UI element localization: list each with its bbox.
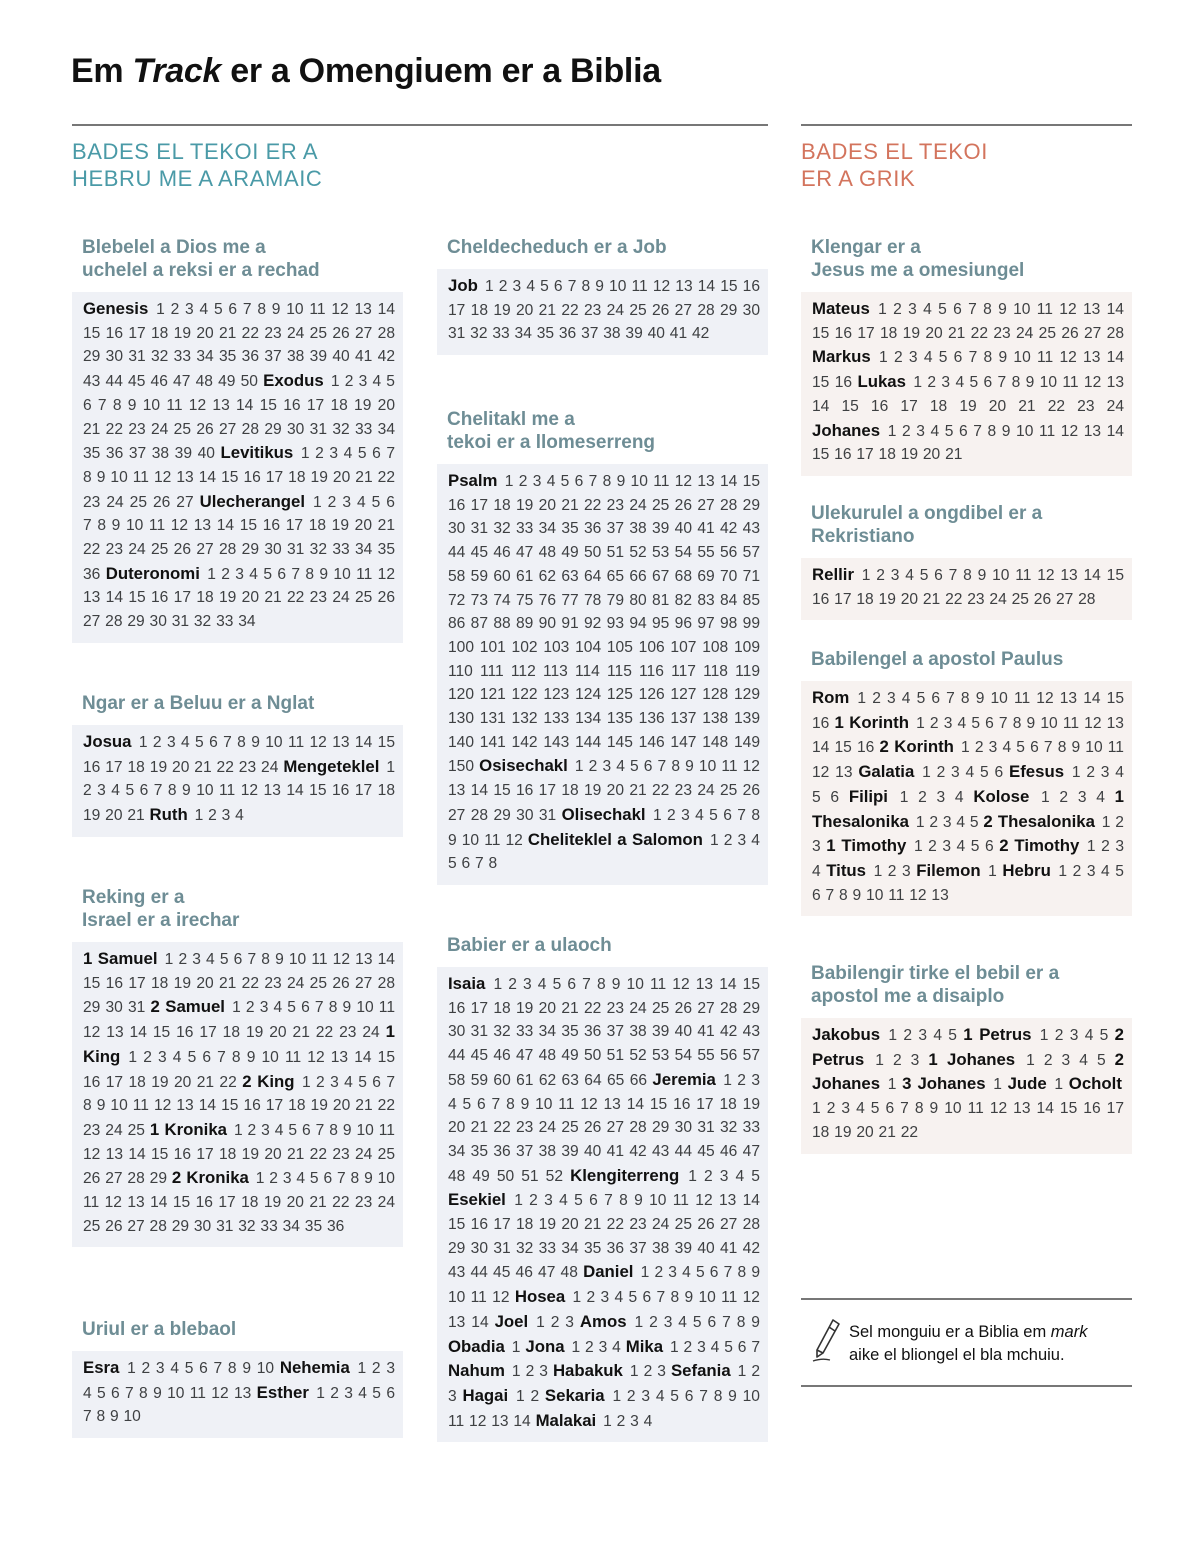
chapter-numbers: 1 2 3 4 5 6 7 8 9 bbox=[634, 1313, 760, 1331]
chapter-numbers: 1 bbox=[887, 1076, 897, 1094]
book-name: Olisechakl bbox=[561, 804, 646, 824]
book-name: Cheliteklel a Salomon bbox=[527, 829, 703, 849]
chapter-numbers: 1 2 3 4 5 6 7 8 9 10 11 12 13 14 15 16 bbox=[812, 690, 1124, 732]
chapter-numbers: 1 2 3 4 bbox=[194, 807, 244, 825]
book-entry bbox=[448, 278, 760, 342]
section-other-letters bbox=[801, 962, 1132, 1154]
book-name: Nehemia bbox=[279, 1358, 350, 1377]
book-name: Galatia bbox=[858, 762, 915, 782]
book-name: 1 King bbox=[83, 1022, 395, 1066]
divider-note-bottom bbox=[801, 1385, 1132, 1387]
section-promised-land bbox=[72, 692, 403, 837]
chapter-numbers: 1 2 3 4 5 bbox=[1026, 1051, 1106, 1069]
chapter-numbers: 1 2 3 4 5 6 7 8 9 10 11 12 13 14 15 16 17 18 19 20 21 22 23 24 25 26 27 28 29 30 31 32 33 34 35 36 bbox=[83, 493, 395, 583]
book-name: Osisechakl bbox=[479, 756, 568, 776]
divider-greek bbox=[801, 124, 1132, 126]
book-entry bbox=[826, 860, 911, 880]
book-name: 2 Johanes bbox=[812, 1049, 1124, 1094]
book-name: Rellir bbox=[812, 565, 854, 584]
chapter-numbers: 1 2 3 4 5 6 7 8 9 10 11 12 13 14 15 16 17 18 19 20 21 22 23 24 25 26 27 28 29 30 31 32 33 34 35 36 37 38 39 40 bbox=[83, 373, 395, 463]
book-name: Efesus bbox=[1009, 762, 1065, 782]
section-poetry bbox=[437, 408, 768, 885]
section-title: Babilengir tirke el bebil er a apostol me a disaiplo bbox=[811, 963, 1060, 1007]
book-entry bbox=[448, 1363, 548, 1380]
chapter-numbers: 1 2 3 4 5 6 7 8 9 10 11 12 13 14 15 16 17 18 19 20 21 bbox=[83, 758, 395, 825]
book-entry bbox=[812, 1027, 957, 1044]
chapter-numbers: 1 2 3 4 5 6 7 8 9 10 11 12 13 bbox=[83, 1360, 395, 1402]
chapter-numbers: 1 2 3 bbox=[629, 1363, 666, 1381]
book-name: Ocholt bbox=[1068, 1074, 1122, 1094]
chapter-numbers: 1 2 3 4 5 6 7 8 9 10 11 12 13 14 15 16 17 18 19 20 21 22 23 24 bbox=[812, 374, 1124, 415]
chapter-numbers: 1 2 3 4 5 6 7 8 9 10 11 12 13 bbox=[812, 739, 1124, 782]
book-name: Filipi bbox=[848, 786, 888, 806]
chapter-numbers: 1 2 3 4 5 6 bbox=[922, 764, 1004, 782]
book-name: Job bbox=[448, 276, 478, 295]
book-list bbox=[72, 1351, 403, 1438]
book-name: Josua bbox=[83, 732, 132, 751]
book-name: Jeremia bbox=[652, 1069, 716, 1089]
chapter-numbers: 1 2 3 4 5 6 7 8 9 10 11 12 13 14 15 16 17 18 19 20 21 22 bbox=[83, 1048, 395, 1091]
book-name: Sefania bbox=[670, 1361, 731, 1381]
chapter-numbers: 1 2 bbox=[515, 1387, 540, 1405]
book-list bbox=[72, 725, 403, 837]
book-name: Sekaria bbox=[544, 1385, 605, 1405]
book-name: Esra bbox=[83, 1358, 120, 1377]
chapter-numbers: 1 2 3 4 5 6 bbox=[812, 764, 1124, 806]
chapter-numbers: 1 2 3 4 5 6 bbox=[913, 838, 994, 856]
chapter-numbers: 1 2 3 4 5 6 7 8 9 10 bbox=[127, 1360, 275, 1377]
section-title: Babier er a ulaoch bbox=[447, 935, 612, 956]
chapter-numbers: 1 2 3 4 5 6 7 8 9 10 11 12 13 14 15 16 17 18 19 20 21 22 bbox=[812, 1100, 1124, 1141]
chapter-numbers: 1 2 3 4 5 6 7 8 9 10 11 12 bbox=[448, 806, 760, 849]
chapter-numbers: 1 2 3 4 5 6 7 bbox=[669, 1338, 761, 1356]
section-title: Cheldecheduch er a Job bbox=[447, 237, 667, 258]
chapter-numbers: 1 2 3 4 5 6 7 8 9 10 11 12 13 14 15 16 17 18 19 20 21 22 23 24 25 26 27 28 29 bbox=[83, 1121, 395, 1188]
book-name: 1 Kronika bbox=[149, 1119, 227, 1139]
chapter-numbers: 1 2 3 4 5 bbox=[915, 813, 979, 831]
section-acts bbox=[801, 502, 1132, 620]
book-entry bbox=[1008, 1076, 1064, 1093]
book-list bbox=[801, 558, 1132, 620]
page-title: Em Track er a Omengiuem er a Biblia bbox=[71, 52, 661, 90]
book-name: Kolose bbox=[973, 786, 1030, 806]
section-kings bbox=[72, 886, 403, 1247]
divider-hebrew bbox=[72, 124, 768, 126]
chapter-numbers: 1 2 3 4 5 6 7 8 9 10 11 12 13 14 15 16 17 18 19 20 21 22 23 24 25 26 27 28 29 30 31 32 33 34 35 36 37 38 39 40 41 42 43 44 45 46 47 48 49 50 51 52 53 54 55 56 57 58 59 60 61 62 63 64 65 66 67 68 69 70 71 72 73 74 75 76 77 78 79 80 81 82 83 84 85 86 87 88 89 90 91 92 93 94 95 96 97 98 99 100 101 102 103 104 105 106 107 108 109 110 111 112 113 114 115 116 117 118 119 120 121 122 123 124 125 126 127 128 129 130 131 132 133 134 135 136 137 138 139 140 141 142 143 144 145 146 147 148 149 150 bbox=[448, 473, 760, 776]
book-entry bbox=[494, 1311, 574, 1331]
chapter-numbers: 1 2 3 4 5 6 7 8 9 10 11 12 13 14 15 16 17 18 19 20 21 22 23 24 25 bbox=[83, 1073, 396, 1139]
book-entry bbox=[570, 1165, 760, 1185]
book-name: 2 Timothy bbox=[999, 836, 1080, 856]
book-name: 2 Thesalonika bbox=[983, 811, 1095, 831]
chapter-numbers: 1 2 3 4 5 6 7 8 9 10 11 12 13 14 15 16 17 18 19 20 21 22 23 24 25 26 27 28 29 30 31 32 33 34 35 36 37 38 39 40 41 42 43 44 45 46 47 48 bbox=[448, 1192, 760, 1282]
book-entry bbox=[579, 1311, 760, 1331]
book-entry bbox=[916, 860, 997, 880]
book-name: 1 Thesalonika bbox=[812, 786, 1124, 831]
section-title: Blebelel a Dios me a uchelel a reksi er a rechad bbox=[82, 237, 320, 281]
book-entry bbox=[150, 807, 244, 824]
book-name: Amos bbox=[579, 1311, 627, 1331]
chapter-numbers: 1 bbox=[988, 862, 997, 880]
chapter-numbers: 1 2 3 4 bbox=[812, 838, 1124, 880]
section-title: Babilengel a apostol Paulus bbox=[811, 649, 1064, 670]
book-name: Esther bbox=[256, 1382, 309, 1402]
chapter-numbers: 1 2 3 4 5 6 7 8 9 10 11 12 13 14 15 16 17 18 19 20 21 22 23 24 25 26 27 28 29 30 31 bbox=[448, 758, 760, 824]
chapter-numbers: 1 2 3 4 5 6 7 8 9 10 11 12 13 14 15 16 17 18 19 20 21 22 23 24 25 26 27 28 29 30 31 32 33 34 35 36 bbox=[83, 1170, 395, 1235]
book-name: Isaia bbox=[448, 974, 486, 993]
book-name: 2 Samuel bbox=[150, 997, 225, 1017]
chapter-numbers: 1 2 3 4 5 bbox=[688, 1167, 760, 1185]
book-list bbox=[72, 942, 403, 1247]
chapter-numbers: 1 2 3 4 5 6 7 8 9 10 11 12 13 14 15 16 17 18 19 20 21 22 23 24 25 26 27 28 29 30 31 32 33 34 35 36 37 38 39 40 41 42 43 44 45 46 47 48 49 50 51 52 bbox=[448, 1071, 761, 1185]
book-entry bbox=[963, 1027, 1108, 1044]
chapter-numbers: 1 bbox=[1054, 1076, 1064, 1094]
chapter-numbers: 1 2 3 4 5 6 7 8 9 10 11 12 13 14 15 16 17 18 19 20 21 22 23 24 25 26 27 28 29 30 31 32 33 34 35 36 37 38 39 40 41 42 bbox=[448, 278, 760, 343]
book-entry bbox=[973, 786, 1105, 806]
chapter-numbers: 1 2 3 4 5 bbox=[888, 1027, 957, 1044]
pencil-icon bbox=[812, 1317, 842, 1363]
chapter-numbers: 1 2 3 4 5 6 7 8 bbox=[448, 831, 760, 873]
chapter-numbers: 1 2 3 4 5 6 7 8 9 10 11 12 13 14 15 16 17 18 19 20 21 bbox=[812, 422, 1124, 464]
book-name: Mateus bbox=[812, 299, 870, 318]
chapter-numbers: 1 2 3 4 5 6 7 8 9 10 11 12 13 bbox=[812, 862, 1124, 904]
book-name: 1 Korinth bbox=[834, 712, 909, 732]
book-name: Habakuk bbox=[552, 1361, 623, 1381]
book-entry bbox=[848, 786, 964, 806]
book-name: Ulecherangel bbox=[199, 491, 306, 511]
book-name: Psalm bbox=[448, 471, 498, 490]
book-name: Jona bbox=[525, 1336, 565, 1356]
chapter-numbers: 1 2 3 bbox=[511, 1363, 548, 1381]
chapter-numbers: 1 2 3 4 bbox=[1041, 788, 1105, 806]
book-name: Exodus bbox=[263, 371, 324, 391]
book-name: Obadia bbox=[448, 1336, 505, 1356]
book-entry bbox=[462, 1385, 540, 1405]
book-name: 2 Korinth bbox=[879, 737, 954, 757]
chapter-numbers: 1 2 3 4 5 6 7 8 9 10 11 12 13 14 15 16 17 18 19 20 21 22 23 24 25 26 27 28 29 30 31 32 33 34 35 36 37 38 39 40 41 42 43 44 45 46 47 48 49 50 bbox=[83, 301, 395, 391]
book-name: Duteronomi bbox=[105, 563, 200, 583]
chapter-numbers: 1 2 3 4 5 6 7 8 9 10 11 12 13 14 15 16 17 18 19 20 21 22 23 24 25 26 27 28 bbox=[812, 301, 1124, 342]
book-name: Joel bbox=[494, 1311, 529, 1331]
section-paul-letters bbox=[801, 648, 1132, 916]
book-name: Mengeteklel bbox=[283, 756, 380, 776]
chapter-numbers: 1 2 3 bbox=[875, 1051, 920, 1069]
chapter-numbers: 1 2 3 bbox=[536, 1313, 574, 1331]
book-entry bbox=[535, 1410, 653, 1430]
chapter-numbers: 1 bbox=[511, 1338, 521, 1356]
book-entry bbox=[625, 1336, 761, 1356]
book-list bbox=[437, 269, 768, 355]
book-entry bbox=[812, 374, 1124, 415]
book-name: 3 Johanes bbox=[902, 1074, 986, 1094]
book-name: Klengiterreng bbox=[570, 1165, 680, 1185]
book-entry bbox=[928, 1049, 1106, 1069]
book-name: 1 Samuel bbox=[83, 949, 158, 968]
book-entry bbox=[83, 1360, 274, 1377]
section-gospels bbox=[801, 236, 1132, 476]
book-name: Genesis bbox=[83, 299, 149, 318]
book-list bbox=[72, 292, 403, 643]
book-entry bbox=[448, 1336, 521, 1356]
book-name: Markus bbox=[812, 347, 871, 367]
book-name: Levitikus bbox=[220, 443, 294, 463]
book-name: Malakai bbox=[535, 1410, 597, 1430]
chapter-numbers: 1 2 3 bbox=[448, 1363, 761, 1405]
chapter-numbers: 1 2 3 4 5 bbox=[1039, 1027, 1109, 1044]
chapter-numbers: 1 2 3 4 5 6 7 8 9 10 11 12 13 14 bbox=[448, 1387, 760, 1430]
book-name: Jude bbox=[1007, 1074, 1047, 1094]
book-name: Nahum bbox=[448, 1361, 505, 1381]
chapter-numbers: 1 2 3 4 bbox=[899, 788, 964, 806]
book-name: Filemon bbox=[916, 860, 981, 880]
book-entry bbox=[902, 1076, 1002, 1093]
book-name: Lukas bbox=[857, 372, 906, 392]
book-entry bbox=[83, 563, 395, 631]
book-entry bbox=[553, 1363, 666, 1380]
chapter-numbers: 1 2 3 4 5 6 7 8 9 10 11 12 13 14 bbox=[448, 1289, 760, 1331]
chapter-numbers: 1 2 3 4 5 6 7 8 9 10 11 12 13 14 15 16 17 18 19 20 21 22 23 24 25 26 27 28 29 30 31 32 33 34 35 36 37 38 39 40 41 42 43 44 45 46 47 48 49 50 51 52 53 54 55 56 57 58 59 60 61 62 63 64 65 66 bbox=[448, 976, 760, 1089]
book-entry bbox=[858, 764, 1003, 781]
divider-note-top bbox=[801, 1298, 1132, 1300]
section-job bbox=[437, 236, 768, 355]
chapter-numbers: 1 2 3 4 5 6 7 8 9 10 11 12 13 14 15 16 17 18 19 20 21 22 23 24 25 26 27 28 29 30 31 32 33 34 bbox=[83, 565, 395, 631]
chapter-numbers: 1 2 3 bbox=[873, 862, 911, 880]
book-name: 2 Kronika bbox=[171, 1168, 249, 1188]
book-name: Hagai bbox=[462, 1385, 509, 1405]
book-name: 2 Petrus bbox=[812, 1025, 1125, 1069]
book-name: 1 Petrus bbox=[963, 1025, 1032, 1044]
section-title: Ngar er a Beluu er a Nglat bbox=[82, 693, 315, 714]
book-name: Jakobus bbox=[812, 1025, 881, 1044]
section-title: Ulekurulel a ongdibel er a Rekristiano bbox=[811, 503, 1043, 547]
book-list bbox=[437, 464, 768, 885]
book-entry bbox=[812, 301, 1124, 342]
book-name: Esekiel bbox=[448, 1190, 506, 1210]
book-name: Hosea bbox=[514, 1287, 566, 1307]
book-list bbox=[437, 967, 768, 1442]
section-title: Klengar er a Jesus me a omesiungel bbox=[811, 237, 1025, 281]
book-entry bbox=[812, 420, 1124, 464]
book-name: Titus bbox=[826, 860, 867, 880]
chapter-numbers: 1 2 3 bbox=[812, 813, 1124, 856]
section-title: Reking er a Israel er a irechar bbox=[82, 887, 240, 931]
book-entry bbox=[448, 473, 760, 775]
greek-scriptures-heading: BADES EL TEKOI ER A GRIK bbox=[801, 139, 988, 191]
book-name: Rom bbox=[812, 688, 850, 707]
mark-reading-note: Sel monguiu er a Biblia em mark aike el bliongel el bla mchuiu. bbox=[849, 1323, 1088, 1364]
book-name: Mika bbox=[625, 1336, 664, 1356]
book-name: 2 King bbox=[242, 1071, 295, 1091]
chapter-numbers: 1 2 3 4 5 6 7 8 9 10 11 12 13 14 15 16 17 18 19 20 21 22 23 24 bbox=[83, 999, 395, 1042]
chapter-numbers: 1 2 3 4 5 6 7 8 9 10 11 12 13 14 15 16 bbox=[812, 714, 1124, 757]
chapter-numbers: 1 2 3 4 5 6 7 8 9 10 11 12 13 14 15 16 17 18 19 20 21 22 23 24 25 26 27 bbox=[83, 445, 395, 511]
chapter-numbers: 1 2 3 4 bbox=[603, 1412, 653, 1430]
section-law bbox=[72, 236, 403, 643]
chapter-numbers: 1 2 3 4 5 6 7 8 9 10 11 12 bbox=[448, 1264, 760, 1307]
section-title: Uriul er a blebaol bbox=[82, 1319, 237, 1340]
book-name: 1 Timothy bbox=[826, 836, 907, 856]
book-list bbox=[801, 1018, 1132, 1154]
chapter-numbers: 1 2 3 4 5 6 7 8 9 10 bbox=[83, 1384, 395, 1426]
book-entry bbox=[826, 838, 993, 855]
book-name: Johanes bbox=[812, 420, 881, 440]
chapter-numbers: 1 bbox=[993, 1076, 1002, 1094]
chapter-numbers: 1 2 3 4 5 6 7 8 9 10 11 12 13 14 15 16 17 18 19 20 21 22 23 24 25 26 27 28 29 30 31 bbox=[83, 951, 395, 1017]
chapter-numbers: 1 2 3 4 5 6 7 8 9 10 11 12 13 14 15 16 17 18 19 20 21 22 23 24 25 26 27 28 bbox=[812, 567, 1124, 608]
hebrew-scriptures-heading: BADES EL TEKOI ER A HEBRU ME A ARAMAIC bbox=[72, 139, 323, 191]
section-return-exile bbox=[72, 1318, 403, 1438]
chapter-numbers: 1 2 3 4 5 6 7 8 9 10 11 12 13 14 15 16 17 18 19 20 21 22 23 24 bbox=[83, 734, 395, 776]
book-name: Hebru bbox=[1002, 860, 1051, 880]
book-name: Ruth bbox=[149, 805, 188, 825]
book-entry bbox=[812, 567, 1124, 608]
book-entry bbox=[525, 1336, 621, 1356]
section-prophets bbox=[437, 934, 768, 1442]
book-name: Daniel bbox=[583, 1262, 634, 1282]
book-list bbox=[801, 292, 1132, 476]
section-title: Chelitakl me a tekoi er a llomeserreng bbox=[447, 409, 656, 453]
book-name: 1 Johanes bbox=[928, 1049, 1016, 1069]
book-list bbox=[801, 681, 1132, 916]
chapter-numbers: 1 2 3 4 bbox=[571, 1338, 621, 1356]
chapter-numbers: 1 2 3 4 5 6 7 8 9 10 11 12 13 14 15 16 bbox=[812, 349, 1124, 392]
